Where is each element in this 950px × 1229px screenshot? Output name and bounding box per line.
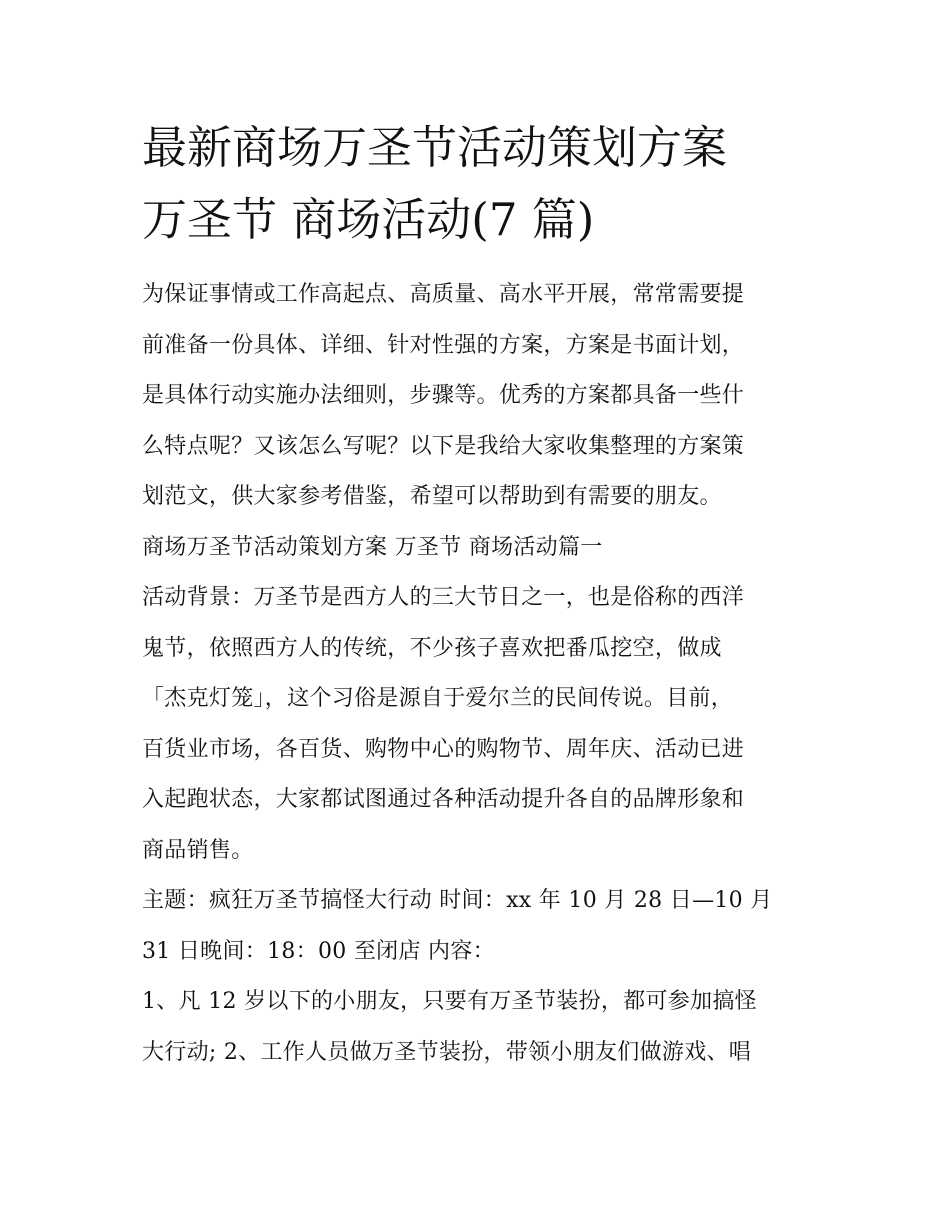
body-line: 主题：疯狂万圣节搞怪大行动 时间：xx 年 10 月 28 日—10 月: [142, 888, 773, 913]
document-title: [142, 112, 822, 256]
body-line: 31 日晚间：18：00 至闭店 内容：: [142, 938, 495, 964]
body-line: 前准备一份具体、详细、针对性强的方案，方案是书面计划，: [142, 332, 745, 358]
document-body: [142, 270, 822, 1078]
title-line: 最新商场万圣节活动策划方案: [142, 121, 728, 174]
document-page: [142, 112, 822, 1078]
body-line: 么特点呢？又该怎么写呢？以下是我给大家收集整理的方案策: [142, 433, 745, 459]
title-line: 万圣节 商场活动(7 篇): [142, 193, 595, 246]
body-line: 「杰克灯笼」，这个习俗是源自于爱尔兰的民间传说。目前，: [142, 686, 734, 711]
body-line: 活动背景：万圣节是西方人的三大节日之一，也是俗称的西洋: [142, 585, 745, 610]
body-line: 大行动; 2、工作人员做万圣节装扮，带领小朋友们做游戏、唱: [142, 1039, 752, 1065]
body-line: 百货业市场，各百货、购物中心的购物节、周年庆、活动已进: [142, 736, 745, 762]
body-line: 划范文，供大家参考借鉴，希望可以帮助到有需要的朋友。: [142, 484, 722, 509]
body-line: 鬼节，依照西方人的传统，不少孩子喜欢把番瓜挖空，做成: [142, 635, 722, 661]
section-heading: 商场万圣节活动策划方案 万圣节 商场活动篇一: [142, 534, 603, 560]
body-line: 商品销售。: [142, 837, 254, 863]
body-line: 1、凡 12 岁以下的小朋友，只要有万圣节装扮，都可参加搞怪: [142, 989, 757, 1014]
body-line: 为保证事情或工作高起点、高质量、高水平开展，常常需要提: [142, 282, 745, 307]
body-line: 入起跑状态，大家都试图通过各种活动提升各自的品牌形象和: [142, 787, 745, 812]
body-line: 是具体行动实施办法细则，步骤等。优秀的方案都具备一些什: [142, 383, 745, 408]
